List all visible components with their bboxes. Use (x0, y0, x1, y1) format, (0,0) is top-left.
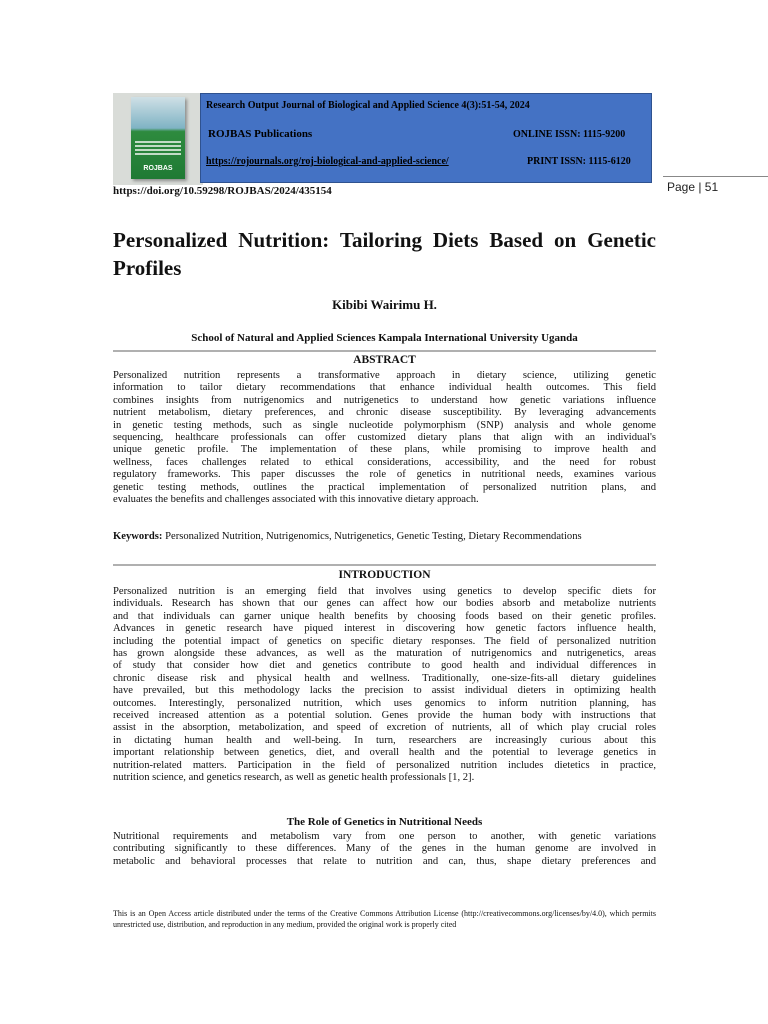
abstract-body (113, 370, 656, 506)
intro-line: in dictating human health and well-being. In turn, researchers are increasingly curious about this (113, 734, 656, 746)
intro-line: nutrition-related matters. Participation in the field of personalized nutrition includes dietetics in practice, (113, 759, 656, 771)
intro-line: Personalized nutrition is an emerging field that involves using genetics to develop specific diets for (113, 586, 656, 597)
abstract-line: information to tailor dietary recommendations that enhance individual health outcomes. This field (113, 382, 656, 394)
genetics-section-heading: The Role of Genetics in Nutritional Needs (286, 816, 483, 828)
online-issn: ONLINE ISSN: 1115-9200 (513, 129, 626, 140)
publisher-name: ROJBAS Publications (208, 128, 313, 140)
author-name: Kibibi Wairimu H. (332, 297, 437, 312)
journal-url-link[interactable]: https://rojournals.org/roj-biological-and-applied-science/ (206, 156, 449, 167)
genetics-line: Nutritional requirements and metabolism vary from one person to another, with genetic variations (113, 831, 656, 842)
cover-brand: ROJBAS (143, 165, 173, 172)
genetics-section-body (113, 831, 656, 868)
abstract-line: Personalized nutrition represents a transformative approach in dietary science, utilizing genetic (113, 370, 656, 381)
intro-line: and that individuals can garner unique health benefits by choosing foods based on their genetic profiles. (113, 610, 656, 622)
introduction-heading: INTRODUCTION (338, 569, 431, 581)
abstract-line: sequencing, healthcare professionals can offer customized dietary plans that align with an individual's (113, 432, 656, 444)
abstract-line: in genetic testing methods, such as single nucleotide polymorphism (SNP) analysis and whole genome (113, 419, 656, 431)
intro-line: including the potential impact of genetics on specific dietary responses. The field of personalized nutrition (113, 635, 656, 647)
abstract-line: nutrient metabolism, dietary preferences, and chronic disease susceptibility. By leveraging advancements (113, 407, 656, 419)
intro-line: nutrition science, and genetics research, as well as genetic health professionals [1, 2]. (113, 772, 475, 784)
keywords-list: Personalized Nutrition, Nutrigenomics, Nutrigenetics, Genetic Testing, Dietary Recommendations (165, 531, 582, 542)
abstract-line: wellness, faces challenges related to ethical considerations, accessibility, and the need for robust (113, 456, 656, 468)
intro-line: received increased attention as a potential solution. Genes provide the human body with instructions that (113, 710, 656, 722)
journal-citation: Research Output Journal of Biological and Applied Science 4(3):51-54, 2024 (206, 100, 530, 111)
abstract-top-rule (113, 350, 656, 352)
intro-line: of study that consider how diet and genetics contribute to good health and individual differences in (113, 660, 656, 672)
print-issn: PRINT ISSN: 1115-6120 (527, 156, 631, 167)
abstract-line: regulatory frameworks. This paper discusses the role of genetics in nutritional needs, examines various (113, 469, 656, 481)
intro-line: has grown alongside these advances, as well as the maturation of nutrigenomics and nutrigenetics, areas (113, 648, 656, 660)
intro-line: have prevailed, but this methodology lacks the precision to assist individual dieters in optimizing health (113, 685, 656, 697)
intro-line: individuals. Research has shown that our genes can affect how our bodies absorb and metabolize nutrients (113, 598, 656, 610)
page-number: Page | 51 (667, 180, 719, 194)
journal-header-box (200, 93, 652, 183)
abstract-line: unique genetic profile. The implementation of these plans, while promising to improve health and (113, 444, 656, 456)
intro-line: Advances in genetic research have piqued interest in discovering how genetic factors influence health, (113, 623, 656, 635)
genetics-line: contributing significantly to these differences. Many of the genes in the human genome are involved in (113, 843, 656, 855)
journal-cover-image (113, 93, 203, 185)
keywords (113, 528, 656, 545)
doi-link[interactable]: https://doi.org/10.59298/ROJBAS/2024/435154 (113, 185, 332, 197)
intro-line: assist in the absorption, metabolization, and speed of excretion of nutrients, all of which play crucial roles (113, 722, 656, 734)
genetics-line: metabolic and behavioral processes that relate to nutrition and can, thus, shape dietary preferences and (113, 855, 656, 867)
abstract-bottom-rule (113, 564, 656, 566)
abstract-line: evaluates the benefits and challenges associated with this innovative dietary approach. (113, 494, 479, 506)
abstract-heading: ABSTRACT (353, 354, 416, 366)
author-affiliation: School of Natural and Applied Sciences Kampala International University Uganda (191, 332, 578, 344)
cover-title-lines (135, 141, 181, 155)
abstract-line: combines insights from nutrigenomics and nutrigenetics to understand how genetic variations influence (113, 394, 656, 406)
intro-line: outcomes. Interestingly, personalized nutrition, which uses genomics to inform nutrition planning, has (113, 697, 656, 709)
abstract-line: genetic testing methods, outlines the practical implementation of personalized nutrition plans, and (113, 481, 656, 493)
cover-book (131, 97, 185, 179)
license-footnote: This is an Open Access article distributed under the terms of the Creative Commons Attribution License (http://creativecommons.org/licenses/by/4.0), which permits unrestricted use, distribution, and reproduction in any medium, provided the original work is properly cited (113, 909, 656, 930)
page-number-rule (663, 176, 768, 177)
intro-line: important relationship between genetics, diet, and overall health and the potential to leverage genetics in (113, 747, 656, 759)
article-title: Personalized Nutrition: Tailoring Diets Based on Genetic Profiles (113, 228, 656, 280)
keywords-label: Keywords: (113, 531, 163, 542)
intro-line: chronic disease risk and physical health and wellness. Traditionally, one-size-fits-all dietary guidelines (113, 672, 656, 684)
introduction-body (113, 586, 656, 785)
